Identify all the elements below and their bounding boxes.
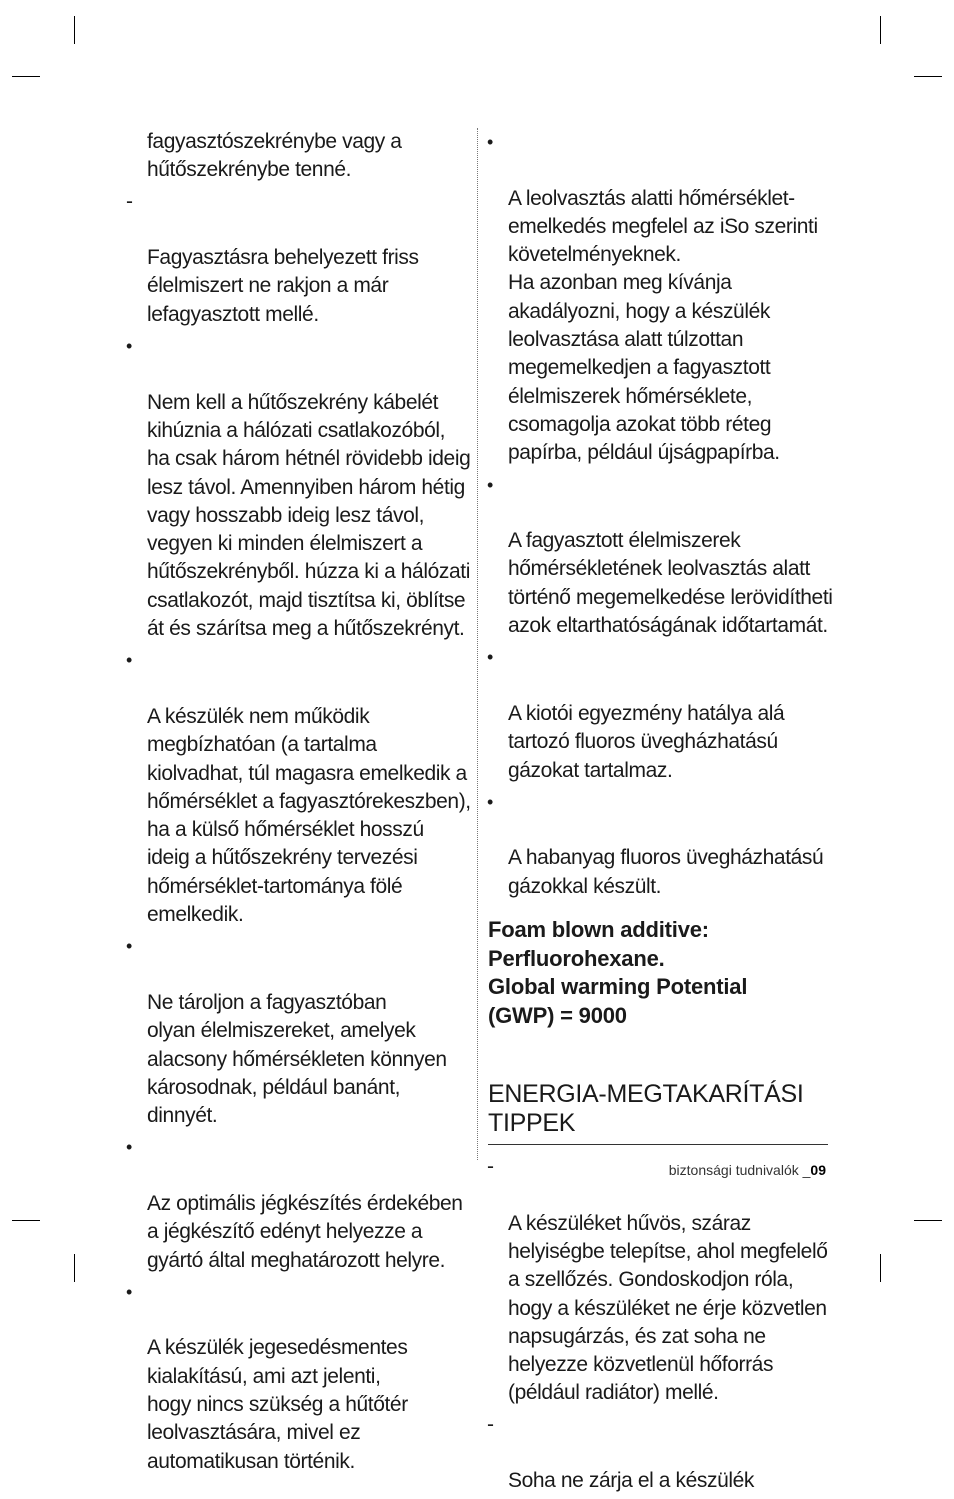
bullet-marker: • xyxy=(126,336,132,357)
list-item xyxy=(124,332,474,643)
list-item-text: A készülék nem működik megbízhatóan (a tartalma kiolvadhat, túl magasra emelkedik a hőmérséklet a fagyasztórekeszben), ha a külső hőmérséklet hosszú ideig a hűtőszekrény tervezési hőmérséklet-tartománya fölé emelkedik. xyxy=(147,704,471,927)
list-item-text: Ne tároljon a fagyasztóban olyan élelmiszereket, amelyek alacsony hőmérsékleten könnyen károsodnak, például banánt, dinnyét. xyxy=(147,990,447,1128)
list-item xyxy=(485,471,835,641)
crop-mark xyxy=(12,1220,40,1221)
right-column xyxy=(485,128,835,1499)
bullet-marker: • xyxy=(487,791,493,812)
list-item xyxy=(124,1133,474,1274)
list-item xyxy=(124,932,474,1130)
crop-mark xyxy=(880,16,881,44)
list-item-text: Az optimális jégkészítés érdekében a jégkészítő edényt helyezze a gyártó által meghatározott helyre. xyxy=(147,1191,463,1272)
list-item-text: A fagyasztott élelmiszerek hőmérsékletének leolvasztás alatt történő megemelkedése lerövidítheti azok eltarthatóságának időtartamát. xyxy=(508,529,833,638)
bullet-marker: • xyxy=(487,647,493,668)
list-item xyxy=(124,1278,474,1476)
list-item-text: Nem kell a hűtőszekrény kábelét kihúznia a hálózati csatlakozóból, ha csak három hétnél rövidebb ideig lesz távol. Amennyiben három hétig vagy hosszabb ideig lesz távol, vegyen ki minden élelmiszert a hűtőszekrényből. húzza ki a hálózati csatlakozót, majd tisztítsa ki, öblítse át és szárítsa meg a hűtőszekrényt. xyxy=(147,390,471,641)
heading-rule xyxy=(488,1144,828,1145)
list-item xyxy=(124,646,474,929)
list-item-text: A leolvasztás alatti hőmérséklet- emelkedés megfelel az iSo szerinti követelményeknek. Ha azonban meg kívánja akadályozni, hogy a készülék leolvasztása alatt túlzottan megemelkedjen a fagyasztott élelmiszerek hőmérséklete, csomagolja azokat több réteg papírba, például újságpapírba. xyxy=(508,186,818,465)
column-divider xyxy=(477,128,478,1160)
list-item-text: Soha ne zárja el a készülék xyxy=(508,1469,755,1493)
list-item-text: A készüléket hűvös, száraz helyiségbe telepítse, ahol megfelelő a szellőzés. Gondoskodjon róla, hogy a készüléket ne érje közvetlen napsugárzás, és zat soha ne helyezze közvetlenül hőforrás (például radiátor) mellé. xyxy=(508,1211,828,1405)
list-item-text: A habanyag fluoros üvegházhatású gázokkal készült. xyxy=(508,846,824,898)
crop-mark xyxy=(914,1220,942,1221)
crop-mark xyxy=(74,16,75,44)
foam-additive-note: Foam blown additive: Perfluorohexane. Global warming Potential (GWP) = 9000 xyxy=(488,917,748,1028)
crop-mark xyxy=(12,76,40,77)
list-item xyxy=(485,1153,835,1408)
section-heading: ENERGIA-MEGTAKARÍTÁSI TIPPEK xyxy=(488,1080,804,1138)
bullet-marker: • xyxy=(487,474,493,495)
dash-marker: - xyxy=(126,189,133,213)
crop-mark xyxy=(880,1254,881,1282)
page-footer xyxy=(669,1162,826,1178)
page-number: 09 xyxy=(810,1162,826,1178)
footer-section-label: biztonsági tudnivalók _ xyxy=(668,1162,811,1178)
bullet-marker: • xyxy=(126,650,132,671)
list-item-text: A készülék jegesedésmentes kialakítású, ami azt jelenti, hogy nincs szükség a hűtőtér leolvasztására, mivel ez automatikusan történik. xyxy=(147,1336,408,1473)
crop-mark xyxy=(914,76,942,77)
list-item xyxy=(485,128,835,468)
bullet-marker: • xyxy=(126,936,132,957)
list-item xyxy=(485,643,835,784)
dash-marker: - xyxy=(487,1155,494,1179)
list-item xyxy=(124,188,474,329)
list-item-text: Fagyasztásra behelyezett friss élelmiszert ne rakjon a már lefagyasztott mellé. xyxy=(147,246,419,326)
bullet-marker: • xyxy=(126,1281,132,1302)
list-item xyxy=(485,788,835,901)
list-item xyxy=(485,1411,835,1496)
left-column xyxy=(124,128,474,1479)
dash-marker: - xyxy=(487,1412,494,1436)
continuation-text: fagyasztószekrénybe vagy a hűtőszekrénybe tenné. xyxy=(147,130,402,182)
crop-mark xyxy=(74,1254,75,1282)
bullet-marker: • xyxy=(126,1137,132,1158)
bullet-marker: • xyxy=(487,132,493,152)
list-item-text: A kiotói egyezmény hatálya alá tartozó fluoros üvegházhatású gázokat tartalmaz. xyxy=(508,701,785,782)
